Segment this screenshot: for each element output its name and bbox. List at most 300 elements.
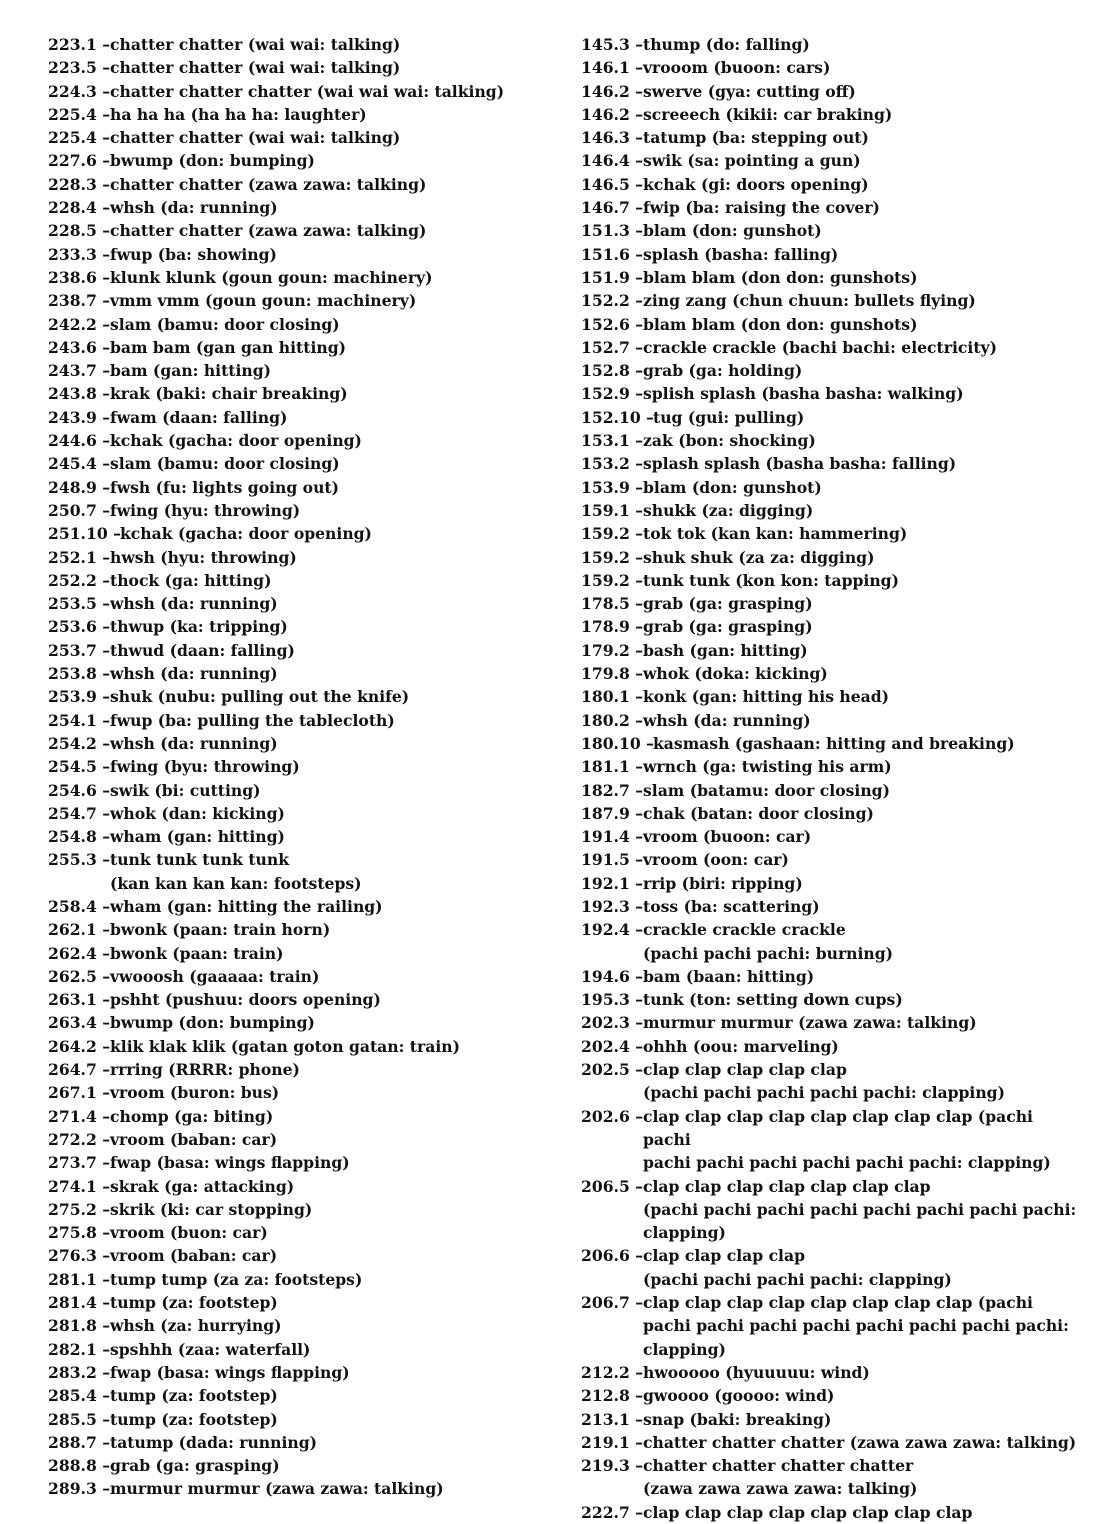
sfx-entry	[48, 662, 558, 685]
sfx-translation: tump (za: footstep)	[110, 1293, 278, 1313]
sfx-page-code: 159.2 –	[581, 524, 644, 544]
sfx-entry	[48, 1384, 558, 1407]
sfx-page-code: 206.6 –	[581, 1246, 644, 1266]
sfx-translation: whsh (da: running)	[110, 664, 278, 684]
sfx-translation: chatter chatter (wai wai: talking)	[110, 35, 401, 54]
sfx-page-code: 151.3 –	[581, 221, 644, 241]
sfx-translation: splash (basha: falling)	[643, 244, 839, 264]
sfx-entry	[48, 848, 558, 895]
sfx-page-code: 282.1 –	[48, 1339, 111, 1359]
sfx-page-code: 252.1 –	[48, 547, 111, 567]
sfx-page-code: 281.1 –	[48, 1269, 111, 1289]
sfx-page-code: 254.6 –	[48, 780, 111, 800]
sfx-translation: kasmash (gashaan: hitting and breaking)	[653, 733, 1015, 753]
sfx-page-code: 238.7 –	[48, 291, 111, 311]
sfx-entry	[581, 988, 1081, 1011]
sfx-entry	[48, 1244, 558, 1267]
sfx-translation: tump tump (za za: footsteps)	[110, 1269, 363, 1289]
sfx-entry	[581, 825, 1081, 848]
sfx-translation: vroom (buon: car)	[110, 1223, 268, 1243]
sfx-translation: fwip (ba: raising the cover)	[643, 198, 880, 218]
sfx-page-code: 152.6 –	[581, 314, 644, 334]
sfx-entry	[48, 1361, 558, 1384]
sfx-translation: vrooom (buoon: cars)	[643, 58, 831, 78]
sfx-entry	[48, 779, 558, 802]
sfx-page-code: 281.8 –	[48, 1316, 111, 1336]
sfx-entry	[48, 452, 558, 475]
sfx-translation: splish splash (basha basha: walking)	[643, 384, 964, 404]
sfx-translation: grab (ga: grasping)	[643, 594, 813, 614]
sfx-translation: chatter chatter chatter (zawa zawa zawa: talking)	[643, 1432, 1077, 1452]
sfx-page-code: 153.1 –	[581, 431, 644, 451]
sfx-translation: clap clap clap clap (pachi pachi pachi pachi: clapping)	[643, 1246, 952, 1289]
sfx-entry	[581, 1058, 1081, 1105]
sfx-translation: hwooooo (hyuuuuu: wind)	[643, 1362, 870, 1382]
sfx-page-code: 187.9 –	[581, 803, 644, 823]
sfx-translation: grab (ga: grasping)	[643, 617, 813, 637]
sfx-page-code: 262.5 –	[48, 966, 111, 986]
sfx-translation: fwing (hyu: throwing)	[110, 500, 301, 520]
sfx-translation: clap clap clap clap clap (pachi pachi pachi pachi pachi: clapping)	[643, 1060, 1005, 1103]
sfx-entry	[581, 103, 1081, 126]
sfx-entry	[581, 1408, 1081, 1431]
sfx-page-code: 182.7 –	[581, 780, 644, 800]
sfx-entry	[48, 1291, 558, 1314]
sfx-page-code: 251.10 –	[48, 524, 121, 544]
sfx-entry	[48, 1198, 558, 1221]
sfx-translation: whsh (da: running)	[110, 198, 278, 218]
sfx-entry	[48, 196, 558, 219]
sfx-entry	[48, 918, 558, 941]
sfx-translation: grab (ga: holding)	[643, 361, 803, 381]
sfx-page-code: 191.5 –	[581, 850, 644, 870]
sfx-page-code: 275.2 –	[48, 1199, 111, 1219]
sfx-translation: bwonk (paan: train)	[110, 943, 284, 963]
sfx-entry	[48, 219, 558, 242]
sfx-page-code: 255.3 –	[48, 850, 111, 870]
sfx-translation: bam (baan: hitting)	[643, 966, 815, 986]
sfx-entry	[581, 872, 1081, 895]
sfx-translation: murmur murmur (zawa zawa: talking)	[643, 1013, 977, 1033]
sfx-translation: shuk (nubu: pulling out the knife)	[110, 687, 410, 707]
sfx-translation: krak (baki: chair breaking)	[110, 384, 348, 404]
sfx-translation: chatter chatter (wai wai: talking)	[110, 58, 401, 78]
sfx-translation: vwooosh (gaaaaa: train)	[110, 966, 320, 986]
sfx-translation: fwup (ba: showing)	[110, 244, 277, 264]
sfx-entry	[48, 1035, 558, 1058]
sfx-page-code: 178.9 –	[581, 617, 644, 637]
sfx-page-code: 146.2 –	[581, 81, 644, 101]
sfx-translation: blam (don: gunshot)	[643, 221, 822, 241]
sfx-entry	[581, 126, 1081, 149]
sfx-translation: shuk shuk (za za: digging)	[643, 547, 875, 567]
sfx-page-code: 250.7 –	[48, 500, 111, 520]
sfx-entry	[581, 965, 1081, 988]
sfx-translation: bwump (don: bumping)	[110, 1013, 315, 1033]
sfx-page-code: 212.2 –	[581, 1362, 644, 1382]
sfx-page-code: 146.2 –	[581, 104, 644, 124]
sfx-translation: vroom (buoon: car)	[643, 827, 812, 847]
sfx-page-code: 223.5 –	[48, 58, 111, 78]
sfx-translation: toss (ba: scattering)	[643, 896, 820, 916]
sfx-entry	[581, 755, 1081, 778]
sfx-entry	[581, 266, 1081, 289]
sfx-page-code: 281.4 –	[48, 1293, 111, 1313]
sfx-translation: bwonk (paan: train horn)	[110, 920, 331, 940]
sfx-page-code: 179.2 –	[581, 640, 644, 660]
sfx-entry	[48, 103, 558, 126]
sfx-entry	[581, 546, 1081, 569]
sfx-entry	[48, 126, 558, 149]
sfx-translation: bwump (don: bumping)	[110, 151, 315, 171]
sfx-page-code: 288.8 –	[48, 1456, 111, 1476]
sfx-page-code: 219.3 –	[581, 1456, 644, 1476]
sfx-translation: wham (gan: hitting the railing)	[110, 896, 383, 916]
sfx-entry	[581, 336, 1081, 359]
sfx-page-code: 273.7 –	[48, 1153, 111, 1173]
sfx-entry	[48, 406, 558, 429]
sfx-page-code: 263.1 –	[48, 990, 111, 1010]
sfx-translation: ohhh (oou: marveling)	[643, 1036, 839, 1056]
sfx-translation: whsh (da: running)	[643, 710, 811, 730]
sfx-page-code: 145.3 –	[581, 35, 644, 54]
sfx-entry	[581, 452, 1081, 475]
sfx-page-code: 252.2 –	[48, 570, 111, 590]
sfx-translation: grab (ga: grasping)	[110, 1456, 280, 1476]
sfx-translation: tok tok (kan kan: hammering)	[643, 524, 908, 544]
sfx-entry	[48, 522, 558, 545]
sfx-translation: zak (bon: shocking)	[643, 431, 816, 451]
sfx-entry	[48, 1221, 558, 1244]
sfx-page-code: 245.4 –	[48, 454, 111, 474]
sfx-translation: kchak (gacha: door opening)	[120, 524, 372, 544]
sfx-page-code: 254.8 –	[48, 827, 111, 847]
sfx-page-code: 195.3 –	[581, 990, 644, 1010]
sfx-page-code: 191.4 –	[581, 827, 644, 847]
sfx-page-code: 159.2 –	[581, 570, 644, 590]
sfx-page-code: 192.4 –	[581, 920, 644, 940]
sfx-entry	[48, 1151, 558, 1174]
sfx-translation: tug (gui: pulling)	[653, 407, 805, 427]
sfx-translation: whsh (da: running)	[110, 594, 278, 614]
sfx-translation: skrik (ki: car stopping)	[110, 1199, 313, 1219]
sfx-entry	[48, 1431, 558, 1454]
sfx-entry	[48, 266, 558, 289]
sfx-entry	[581, 149, 1081, 172]
sfx-entry	[48, 895, 558, 918]
sfx-translation: crackle crackle crackle (pachi pachi pachi: burning)	[643, 920, 894, 963]
sfx-page-code: 253.5 –	[48, 594, 111, 614]
sfx-page-code: 202.6 –	[581, 1106, 644, 1126]
sfx-entry	[48, 313, 558, 336]
sfx-translation: bash (gan: hitting)	[643, 640, 808, 660]
sfx-page-code: 238.6 –	[48, 267, 111, 287]
sfx-page-code: 276.3 –	[48, 1246, 111, 1266]
sfx-page-code: 153.2 –	[581, 454, 644, 474]
sfx-translation: crackle crackle (bachi bachi: electricity)	[643, 337, 997, 357]
sfx-page-code: 285.4 –	[48, 1386, 111, 1406]
sfx-translation: vroom (baban: car)	[110, 1246, 278, 1266]
sfx-entry	[581, 1384, 1081, 1407]
sfx-translation: konk (gan: hitting his head)	[643, 687, 890, 707]
sfx-translation: chatter chatter chatter (wai wai wai: talking)	[110, 81, 505, 101]
sfx-entry	[581, 196, 1081, 219]
sfx-page-code: 258.4 –	[48, 896, 111, 916]
sfx-page-code: 206.7 –	[581, 1293, 644, 1313]
sfx-translation: swik (bi: cutting)	[110, 780, 261, 800]
sfx-page-code: 267.1 –	[48, 1083, 111, 1103]
sfx-translation: tatump (dada: running)	[110, 1432, 318, 1452]
sfx-entry	[48, 1011, 558, 1034]
sfx-translation: thock (ga: hitting)	[110, 570, 272, 590]
sfx-translation: tump (za: footstep)	[110, 1386, 278, 1406]
sfx-translation: fwap (basa: wings flapping)	[110, 1362, 350, 1382]
sfx-page-code: 254.7 –	[48, 803, 111, 823]
sfx-translation: tatump (ba: stepping out)	[643, 128, 869, 148]
sfx-entry	[581, 359, 1081, 382]
sfx-translation: vroom (baban: car)	[110, 1129, 278, 1149]
sfx-entry	[48, 825, 558, 848]
sfx-page-code: 146.3 –	[581, 128, 644, 148]
sfx-translation: ha ha ha (ha ha ha: laughter)	[110, 104, 367, 124]
sfx-page-code: 228.3 –	[48, 174, 111, 194]
sfx-entry	[48, 546, 558, 569]
sfx-translation: klunk klunk (goun goun: machinery)	[110, 267, 433, 287]
sfx-translation: skrak (ga: attacking)	[110, 1176, 295, 1196]
sfx-page-code: 206.5 –	[581, 1176, 644, 1196]
sfx-page-code: 194.6 –	[581, 966, 644, 986]
sfx-translation: gwoooo (goooo: wind)	[643, 1386, 835, 1406]
sfx-entry	[581, 1175, 1081, 1245]
sfx-entry	[581, 662, 1081, 685]
sfx-translation: whok (doka: kicking)	[643, 664, 828, 684]
sfx-translation: kchak (gi: doors opening)	[643, 174, 869, 194]
sfx-translation: vmm vmm (goun goun: machinery)	[110, 291, 417, 311]
sfx-entry	[48, 80, 558, 103]
sfx-entry	[581, 685, 1081, 708]
sfx-translation: bam (gan: hitting)	[110, 361, 272, 381]
sfx-page-code: 178.5 –	[581, 594, 644, 614]
sfx-entry	[581, 289, 1081, 312]
sfx-entry	[581, 732, 1081, 755]
sfx-page-code: 243.6 –	[48, 337, 111, 357]
sfx-entry	[48, 965, 558, 988]
sfx-page-code: 152.7 –	[581, 337, 644, 357]
sfx-entry	[48, 988, 558, 1011]
sfx-entry	[581, 56, 1081, 79]
sfx-page-code: 153.9 –	[581, 477, 644, 497]
sfx-page-code: 272.2 –	[48, 1129, 111, 1149]
sfx-page-code: 159.2 –	[581, 547, 644, 567]
sfx-entry	[581, 382, 1081, 405]
sfx-entry	[48, 1058, 558, 1081]
sfx-page-code: 152.2 –	[581, 291, 644, 311]
sfx-entry	[48, 639, 558, 662]
sfx-translation: tunk tunk (kon kon: tapping)	[643, 570, 899, 590]
sfx-entry	[581, 1011, 1081, 1034]
sfx-translation: zing zang (chun chuun: bullets flying)	[643, 291, 976, 311]
sfx-entry	[48, 33, 558, 56]
sfx-page-code: 254.1 –	[48, 710, 111, 730]
sfx-entry	[581, 592, 1081, 615]
sfx-translation: blam blam (don don: gunshots)	[643, 314, 918, 334]
sfx-translation: fwing (byu: throwing)	[110, 757, 300, 777]
sfx-page-code: 219.1 –	[581, 1432, 644, 1452]
sfx-page-code: 288.7 –	[48, 1432, 111, 1452]
sfx-page-code: 233.3 –	[48, 244, 111, 264]
sfx-entry	[48, 732, 558, 755]
sfx-page-code: 146.5 –	[581, 174, 644, 194]
sfx-page-code: 225.4 –	[48, 104, 111, 124]
sfx-translation: slam (batamu: door closing)	[643, 780, 890, 800]
sfx-translation: shukk (za: digging)	[643, 500, 814, 520]
sfx-entry	[48, 755, 558, 778]
sfx-page-code: 146.7 –	[581, 198, 644, 218]
sfx-translation: swik (sa: pointing a gun)	[643, 151, 861, 171]
sfx-entry	[48, 382, 558, 405]
sfx-page-code: 202.3 –	[581, 1013, 644, 1033]
sfx-translation: splash splash (basha basha: falling)	[643, 454, 957, 474]
sfx-entry	[581, 313, 1081, 336]
sfx-entry	[48, 476, 558, 499]
sfx-entry	[581, 499, 1081, 522]
sfx-entry	[48, 1128, 558, 1151]
sfx-translation: slam (bamu: door closing)	[110, 454, 340, 474]
sfx-page-code: 222.7 –	[581, 1502, 644, 1522]
sfx-entry	[581, 918, 1081, 965]
sfx-page-code: 202.5 –	[581, 1060, 644, 1080]
sfx-translation: whsh (za: hurrying)	[110, 1316, 282, 1336]
sfx-entry	[581, 895, 1081, 918]
sfx-entry	[581, 1291, 1081, 1361]
sfx-translation: murmur murmur (zawa zawa: talking)	[110, 1479, 444, 1499]
left-column	[48, 33, 558, 1501]
sfx-entry	[48, 149, 558, 172]
sfx-page-code: 264.2 –	[48, 1036, 111, 1056]
sfx-page-code: 180.2 –	[581, 710, 644, 730]
sfx-page-code: 285.5 –	[48, 1409, 111, 1429]
sfx-entry	[48, 1314, 558, 1337]
sfx-entry	[581, 1105, 1081, 1175]
sfx-translation: chatter chatter (wai wai: talking)	[110, 128, 401, 148]
sfx-translation: thwud (daan: falling)	[110, 640, 295, 660]
sfx-page-code: 253.7 –	[48, 640, 111, 660]
sfx-page-code: 202.4 –	[581, 1036, 644, 1056]
sfx-translation: swerve (gya: cutting off)	[643, 81, 856, 101]
sfx-page-code: 223.1 –	[48, 35, 111, 54]
sfx-translation: whok (dan: kicking)	[110, 803, 285, 823]
sfx-entry	[48, 243, 558, 266]
sfx-entry	[581, 522, 1081, 545]
sfx-entry	[581, 1035, 1081, 1058]
sfx-page-code: 213.1 –	[581, 1409, 644, 1429]
sfx-page-code: 253.9 –	[48, 687, 111, 707]
sfx-page-code: 224.3 –	[48, 81, 111, 101]
sfx-entry	[48, 499, 558, 522]
sfx-page-code: 151.6 –	[581, 244, 644, 264]
sfx-page-code: 254.2 –	[48, 733, 111, 753]
sfx-translation: snap (baki: breaking)	[643, 1409, 832, 1429]
sfx-page-code: 227.6 –	[48, 151, 111, 171]
sfx-page-code: 254.5 –	[48, 757, 111, 777]
sfx-entry	[48, 569, 558, 592]
sfx-entry	[581, 173, 1081, 196]
sfx-translation: chak (batan: door closing)	[643, 803, 874, 823]
sfx-translation: fwsh (fu: lights going out)	[110, 477, 340, 497]
sfx-page-code: 253.8 –	[48, 664, 111, 684]
sfx-translation: spshhh (zaa: waterfall)	[110, 1339, 311, 1359]
sfx-translation: pshht (pushuu: doors opening)	[110, 990, 381, 1010]
sfx-entry	[48, 615, 558, 638]
sfx-page-code: 289.3 –	[48, 1479, 111, 1499]
sfx-entry	[48, 173, 558, 196]
sfx-translation: wrnch (ga: twisting his arm)	[643, 757, 892, 777]
sfx-entry	[581, 1361, 1081, 1384]
sfx-entry	[581, 1244, 1081, 1291]
sfx-page-code: 192.1 –	[581, 873, 644, 893]
sfx-page-code: 146.1 –	[581, 58, 644, 78]
sfx-translation: klik klak klik (gatan goton gatan: train)	[110, 1036, 460, 1056]
sfx-translation: chomp (ga: biting)	[110, 1106, 274, 1126]
sfx-entry	[48, 1175, 558, 1198]
sfx-translation: tump (za: footstep)	[110, 1409, 278, 1429]
sfx-translation: slam (bamu: door closing)	[110, 314, 340, 334]
sfx-entry	[581, 779, 1081, 802]
sfx-entry	[581, 1454, 1081, 1501]
sfx-page-code: 271.4 –	[48, 1106, 111, 1126]
sfx-entry	[581, 1431, 1081, 1454]
sfx-entry	[581, 848, 1081, 871]
sfx-translation: blam (don: gunshot)	[643, 477, 822, 497]
sfx-translation: wham (gan: hitting)	[110, 827, 285, 847]
sfx-page-code: 244.6 –	[48, 431, 111, 451]
sfx-page-code: 228.5 –	[48, 221, 111, 241]
sfx-translation: bam bam (gan gan hitting)	[110, 337, 347, 357]
right-column	[581, 33, 1081, 1524]
sfx-entry	[48, 56, 558, 79]
sfx-entry	[581, 219, 1081, 242]
sfx-translation: fwam (daan: falling)	[110, 407, 288, 427]
sfx-page-code: 275.8 –	[48, 1223, 111, 1243]
sfx-entry	[48, 592, 558, 615]
sfx-translation: tunk tunk tunk tunk (kan kan kan kan: footsteps)	[110, 850, 362, 893]
sfx-translation: fwap (basa: wings flapping)	[110, 1153, 350, 1173]
sfx-translation: thump (do: falling)	[643, 35, 810, 54]
sfx-translation: clap clap clap clap clap clap clap (pachi pachi pachi pachi pachi pachi pachi pachi: clapping)	[643, 1176, 1077, 1243]
sfx-entry	[48, 685, 558, 708]
sfx-entry	[48, 289, 558, 312]
sfx-page-code: 243.9 –	[48, 407, 111, 427]
sfx-translation: screeech (kikii: car braking)	[643, 104, 893, 124]
sfx-page-code: 180.10 –	[581, 733, 654, 753]
sfx-page-code: 152.9 –	[581, 384, 644, 404]
sfx-entry	[581, 639, 1081, 662]
sfx-page-code: 283.2 –	[48, 1362, 111, 1382]
sfx-translation: chatter chatter (zawa zawa: talking)	[110, 221, 427, 241]
sfx-entry	[48, 1454, 558, 1477]
sfx-translation: fwup (ba: pulling the tablecloth)	[110, 710, 395, 730]
sfx-entry	[48, 359, 558, 382]
sfx-entry	[48, 1338, 558, 1361]
sfx-entry	[581, 80, 1081, 103]
sfx-entry	[581, 1501, 1081, 1524]
sfx-entry	[581, 476, 1081, 499]
sfx-entry	[48, 709, 558, 732]
sfx-entry	[581, 615, 1081, 638]
sfx-translation: vroom (oon: car)	[643, 850, 789, 870]
sfx-page-code: 253.6 –	[48, 617, 111, 637]
sfx-entry	[581, 802, 1081, 825]
